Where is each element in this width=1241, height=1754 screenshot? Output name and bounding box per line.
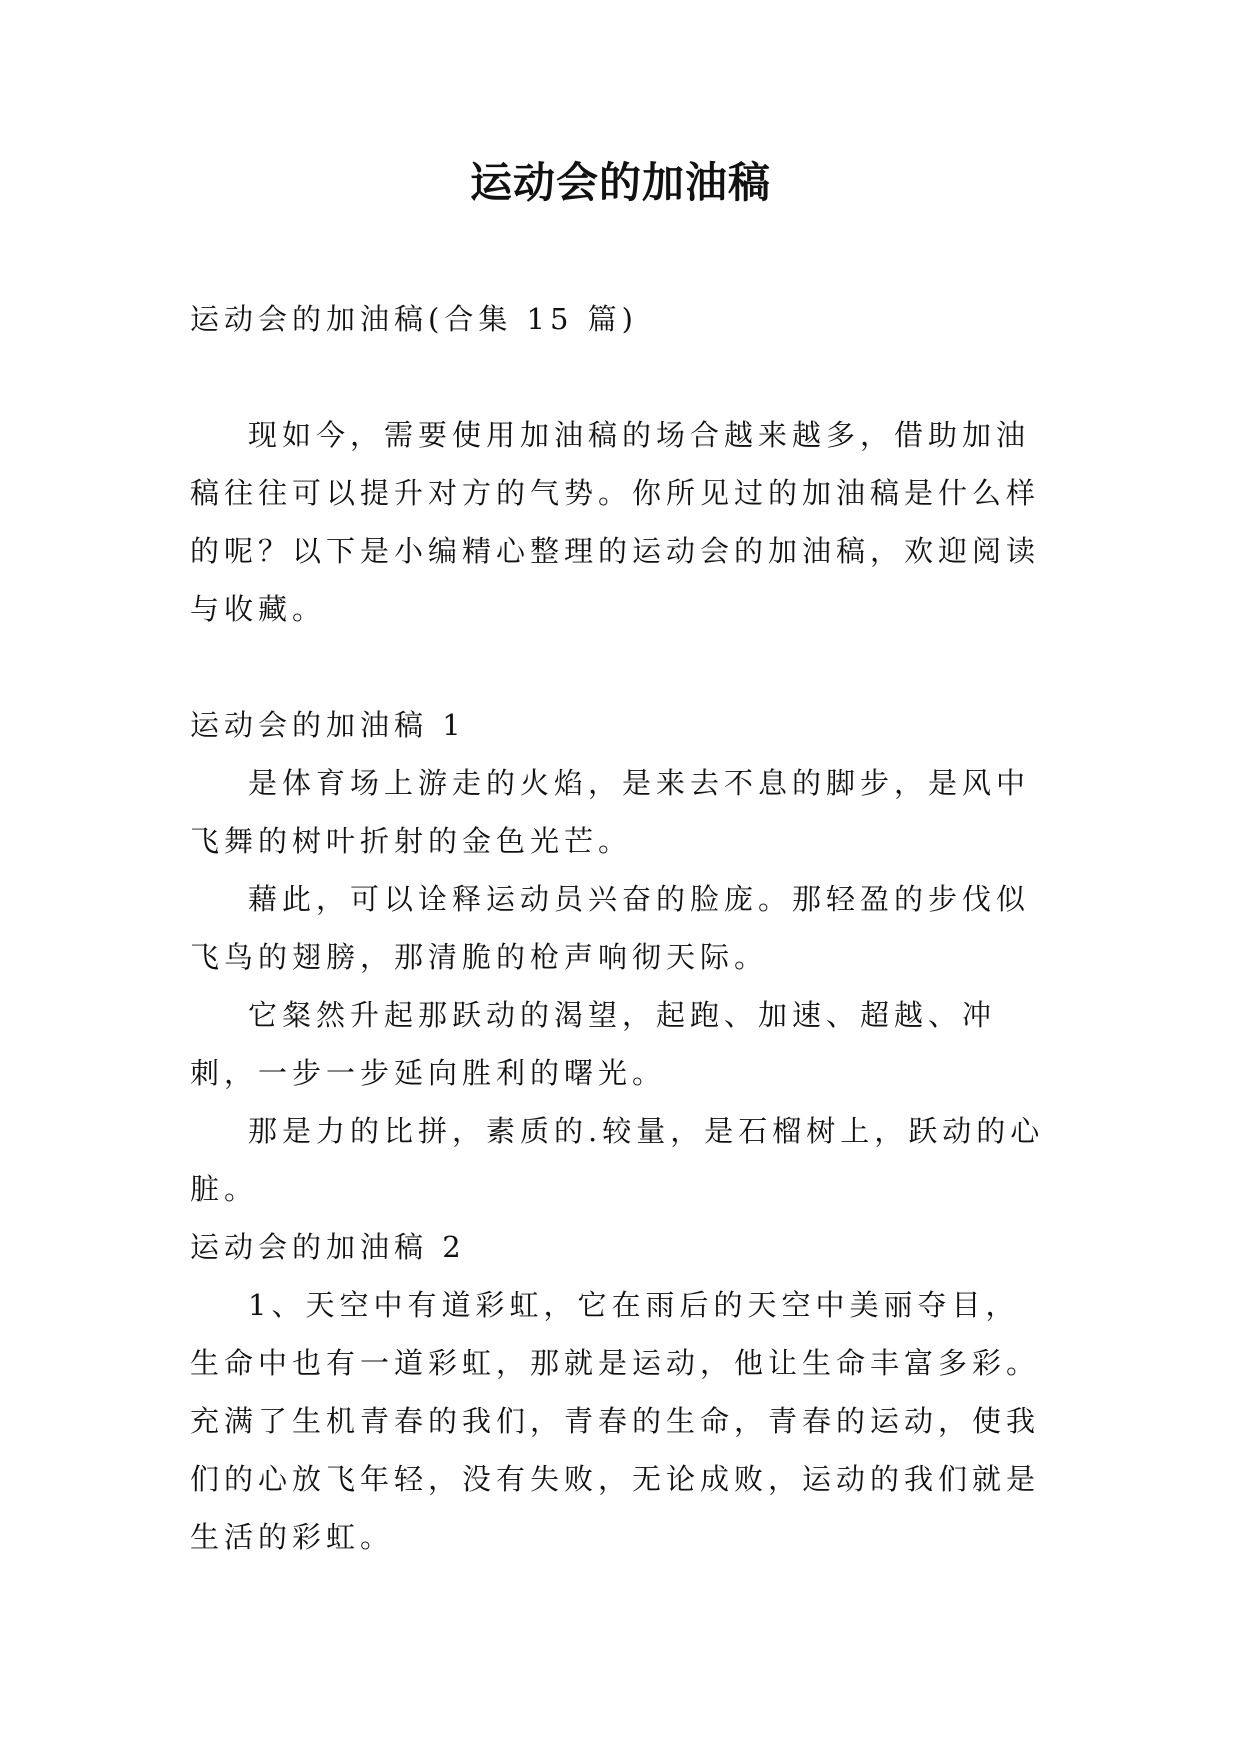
section-heading: 运动会的加油稿 2 (190, 1230, 466, 1264)
document-subtitle: 运动会的加油稿(合集 15 篇) (190, 302, 638, 336)
section-heading: 运动会的加油稿 1 (190, 708, 466, 742)
section-paragraph: 那是力的比拼，素质的.较量，是石榴树上，跃动的心脏。 (190, 1114, 1045, 1206)
section-paragraph: 它粲然升起那跃动的渴望，起跑、加速、超越、冲刺，一步一步延向胜利的曙光。 (190, 998, 997, 1090)
section-paragraph: 是体育场上游走的火焰，是来去不息的脚步，是风中飞舞的树叶折射的金色光芒。 (190, 766, 1031, 858)
document-title: 运动会的加油稿 (469, 158, 771, 207)
document-body (190, 290, 1050, 1566)
intro-paragraph: 现如今，需要使用加油稿的场合越来越多，借助加油稿往往可以提升对方的气势。你所见过的加油稿是什么样的呢？以下是小编精心整理的运动会的加油稿，欢迎阅读与收藏。 (190, 418, 1041, 626)
spacer (190, 638, 1050, 696)
section-paragraph: 藉此，可以诠释运动员兴奋的脸庞。那轻盈的步伐似飞鸟的翅膀，那清脆的枪声响彻天际。 (190, 882, 1031, 974)
section-paragraph: 1、天空中有道彩虹，它在雨后的天空中美丽夺目，生命中也有一道彩虹，那就是运动，他让生命丰富多彩。充满了生机青春的我们，青春的生命，青春的运动，使我们的心放飞年轻，没有失败，无论成败，运动的我们就是生活的彩虹。 (190, 1288, 1041, 1554)
